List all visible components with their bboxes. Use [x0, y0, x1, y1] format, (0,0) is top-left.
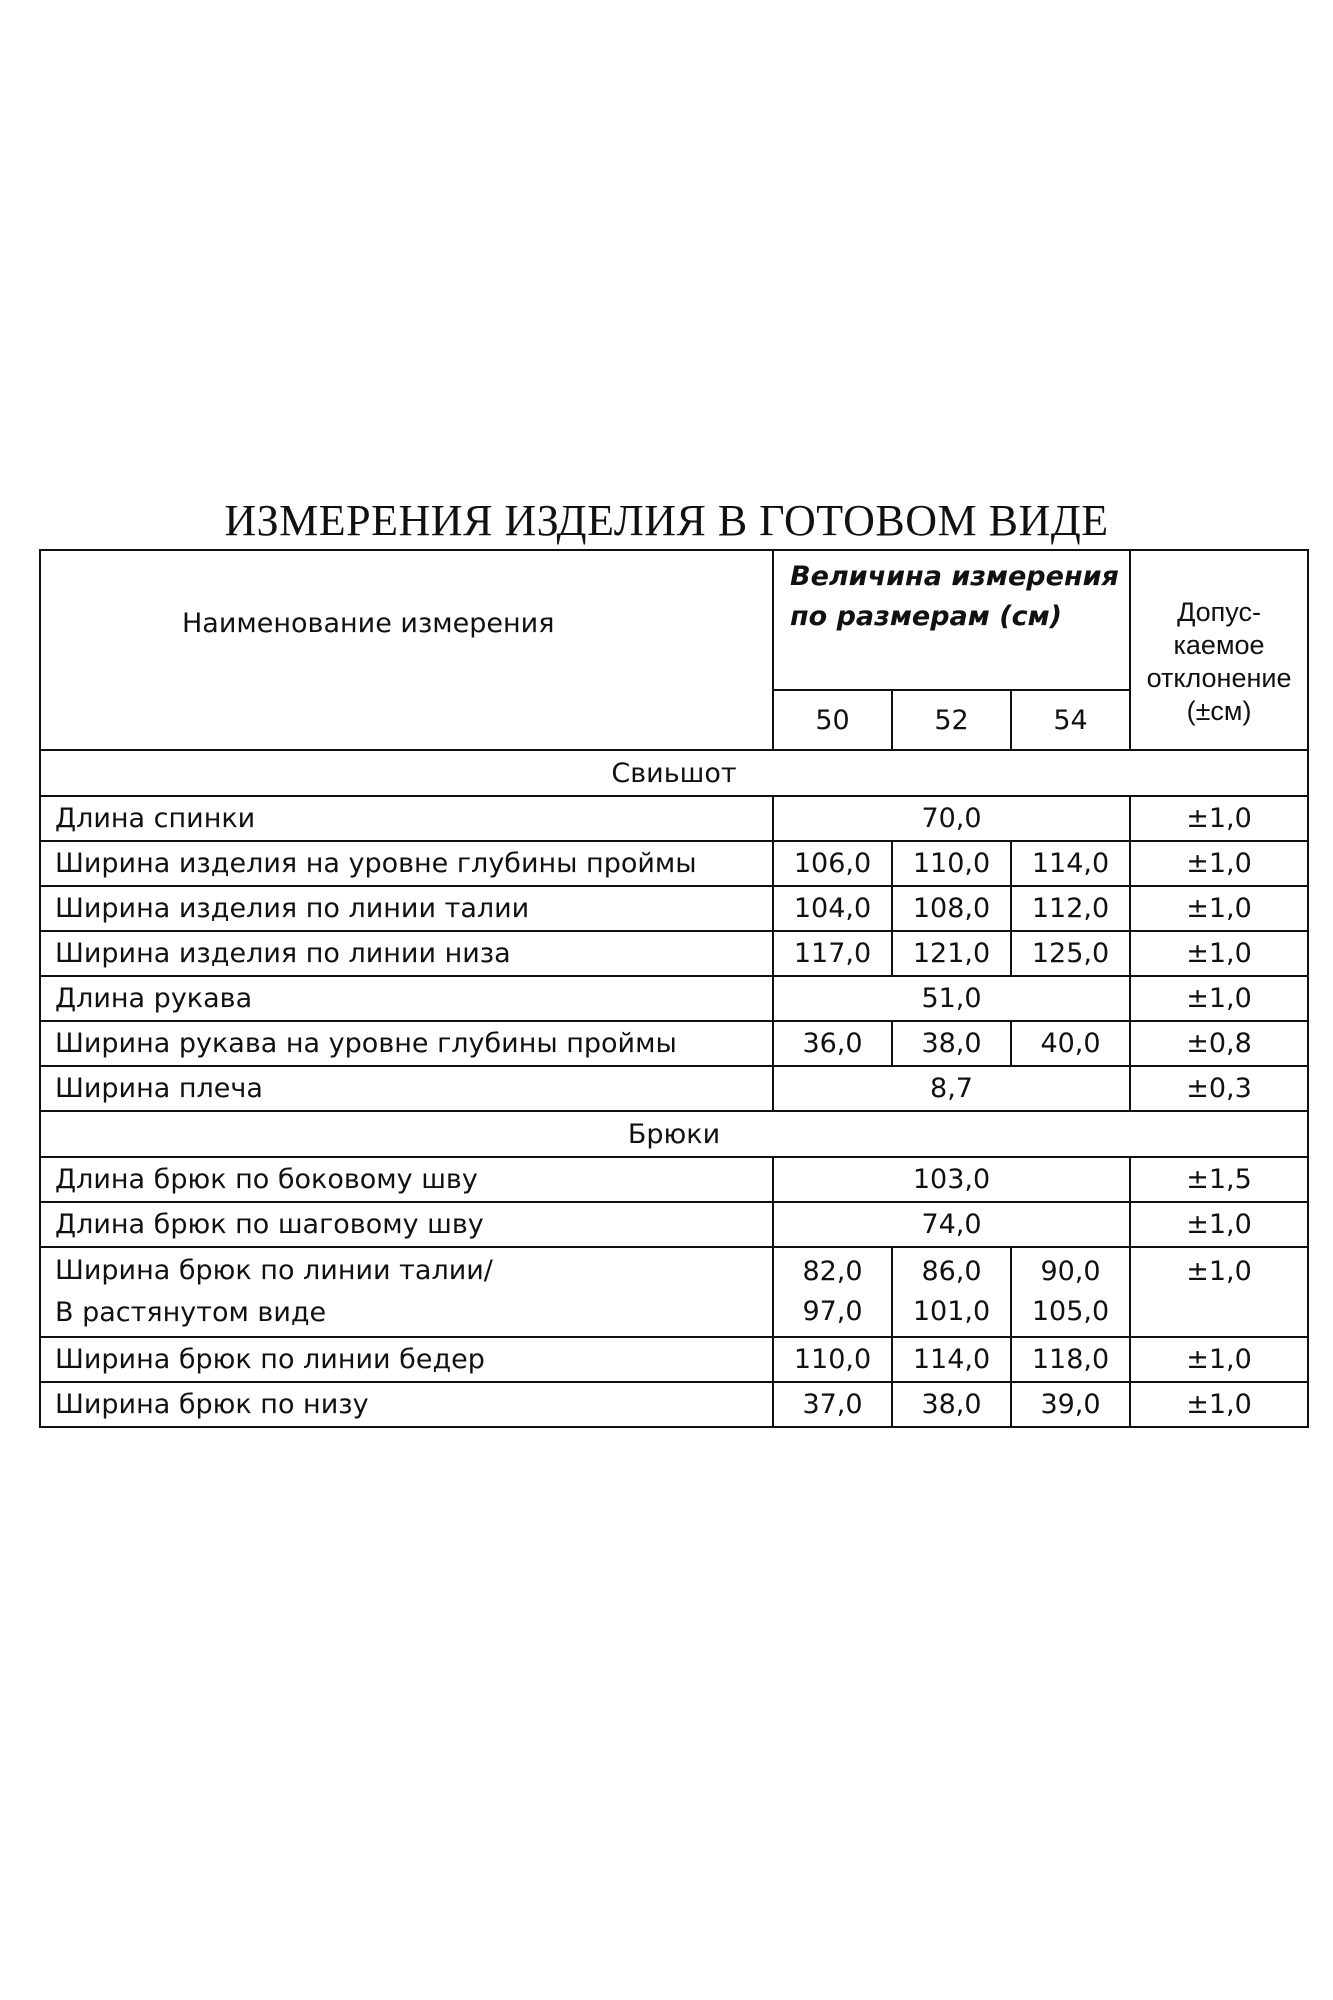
measurement-name-line1: Ширина брюк по линии талии/	[55, 1255, 493, 1286]
measurement-value-54: 39,0	[1011, 1382, 1130, 1427]
measurement-tolerance: ±0,3	[1130, 1066, 1308, 1111]
measurement-value-50	[773, 1247, 892, 1337]
measurement-value-54: 112,0	[1011, 886, 1130, 931]
measurement-value-merged: 103,0	[773, 1157, 1130, 1202]
measurement-tolerance: ±1,0	[1130, 976, 1308, 1021]
table-row	[40, 1066, 1308, 1111]
section-row	[40, 1111, 1308, 1157]
header-tolerance-line1: Допус-	[1177, 597, 1261, 627]
header-size-group	[773, 550, 1130, 690]
measurement-tolerance: ±0,8	[1130, 1021, 1308, 1066]
table-row	[40, 886, 1308, 931]
section-row	[40, 750, 1308, 796]
measurement-value-50: 117,0	[773, 931, 892, 976]
measurement-value-52: 121,0	[892, 931, 1011, 976]
measurement-value-merged: 74,0	[773, 1202, 1130, 1247]
measurement-tolerance: ±1,0	[1130, 841, 1308, 886]
measurement-value-54: 125,0	[1011, 931, 1130, 976]
header-tolerance-line2: каемое	[1173, 630, 1265, 660]
measurement-name: Ширина изделия на уровне глубины проймы	[40, 841, 773, 886]
table-row	[40, 1247, 1308, 1337]
measurement-value-50: 36,0	[773, 1021, 892, 1066]
measurement-name: Длина рукава	[40, 976, 773, 1021]
header-measurement-name: Наименование измерения	[40, 550, 773, 750]
measurement-value-50: 37,0	[773, 1382, 892, 1427]
table-row	[40, 1337, 1308, 1382]
table-row	[40, 841, 1308, 886]
measurement-name: Длина брюк по боковому шву	[40, 1157, 773, 1202]
measurement-value-line1: 90,0	[1040, 1256, 1101, 1287]
measurement-value-merged: 70,0	[773, 796, 1130, 841]
measurement-tolerance: ±1,5	[1130, 1157, 1308, 1202]
measurement-value-54: 40,0	[1011, 1021, 1130, 1066]
table-row	[40, 796, 1308, 841]
measurement-name: Ширина изделия по линии талии	[40, 886, 773, 931]
measurement-value-merged: 51,0	[773, 976, 1130, 1021]
measurement-name: Ширина рукава на уровне глубины проймы	[40, 1021, 773, 1066]
measurement-value-50: 110,0	[773, 1337, 892, 1382]
header-tolerance	[1130, 550, 1308, 750]
measurement-value-54: 118,0	[1011, 1337, 1130, 1382]
measurement-value-52: 38,0	[892, 1021, 1011, 1066]
measurement-value-line1: 86,0	[921, 1256, 982, 1287]
measurement-value-52: 110,0	[892, 841, 1011, 886]
measurement-tolerance	[1130, 1247, 1308, 1337]
table-row	[40, 976, 1308, 1021]
measurement-value-merged: 8,7	[773, 1066, 1130, 1111]
header-tolerance-line4: (±см)	[1186, 696, 1252, 726]
measurement-name: Длина спинки	[40, 796, 773, 841]
measurement-value-52: 114,0	[892, 1337, 1011, 1382]
header-size-group-line1: Величина измерения	[790, 561, 1119, 592]
measurement-value-52: 38,0	[892, 1382, 1011, 1427]
measurement-name-line2: В растянутом виде	[55, 1297, 327, 1328]
measurement-tolerance: ±1,0	[1130, 1382, 1308, 1427]
measurement-value-line2: 105,0	[1031, 1296, 1110, 1327]
measurement-name: Ширина брюк по линии бедер	[40, 1337, 773, 1382]
measurement-value-52: 108,0	[892, 886, 1011, 931]
measurement-name: Ширина плеча	[40, 1066, 773, 1111]
table-header-row	[40, 550, 1308, 690]
header-size-52: 52	[892, 690, 1011, 750]
measurement-tolerance: ±1,0	[1130, 931, 1308, 976]
table-row	[40, 1157, 1308, 1202]
header-size-group-line2: по размерам (см)	[790, 601, 1062, 632]
table-row	[40, 1021, 1308, 1066]
measurement-value-54	[1011, 1247, 1130, 1337]
measurement-value-54: 114,0	[1011, 841, 1130, 886]
measurement-tolerance: ±1,0	[1130, 886, 1308, 931]
measurement-name: Ширина изделия по линии низа	[40, 931, 773, 976]
measurement-name: Ширина брюк по низу	[40, 1382, 773, 1427]
measurement-value-line1: 82,0	[802, 1256, 863, 1287]
table-row	[40, 931, 1308, 976]
measurement-tolerance: ±1,0	[1130, 1202, 1308, 1247]
section-title: Брюки	[40, 1111, 1308, 1157]
measurement-tolerance: ±1,0	[1130, 1337, 1308, 1382]
table-row	[40, 1202, 1308, 1247]
header-size-54: 54	[1011, 690, 1130, 750]
document-title: ИЗМЕРЕНИЯ ИЗДЕЛИЯ В ГОТОВОМ ВИДЕ	[224, 496, 1109, 545]
measurement-value-line2: 97,0	[802, 1296, 863, 1327]
header-tolerance-line3: отклонение	[1146, 663, 1292, 693]
measurement-tolerance: ±1,0	[1130, 796, 1308, 841]
measurement-value-50: 106,0	[773, 841, 892, 886]
header-size-50: 50	[773, 690, 892, 750]
measurement-value-50: 104,0	[773, 886, 892, 931]
measurement-value-52	[892, 1247, 1011, 1337]
section-title: Свиьшот	[40, 750, 1308, 796]
measurement-tolerance-line1: ±1,0	[1186, 1256, 1252, 1287]
measurement-name: Длина брюк по шаговому шву	[40, 1202, 773, 1247]
measurement-value-line2: 101,0	[912, 1296, 991, 1327]
measurement-name	[40, 1247, 773, 1337]
measurements-table	[39, 549, 1309, 1428]
table-row	[40, 1382, 1308, 1427]
